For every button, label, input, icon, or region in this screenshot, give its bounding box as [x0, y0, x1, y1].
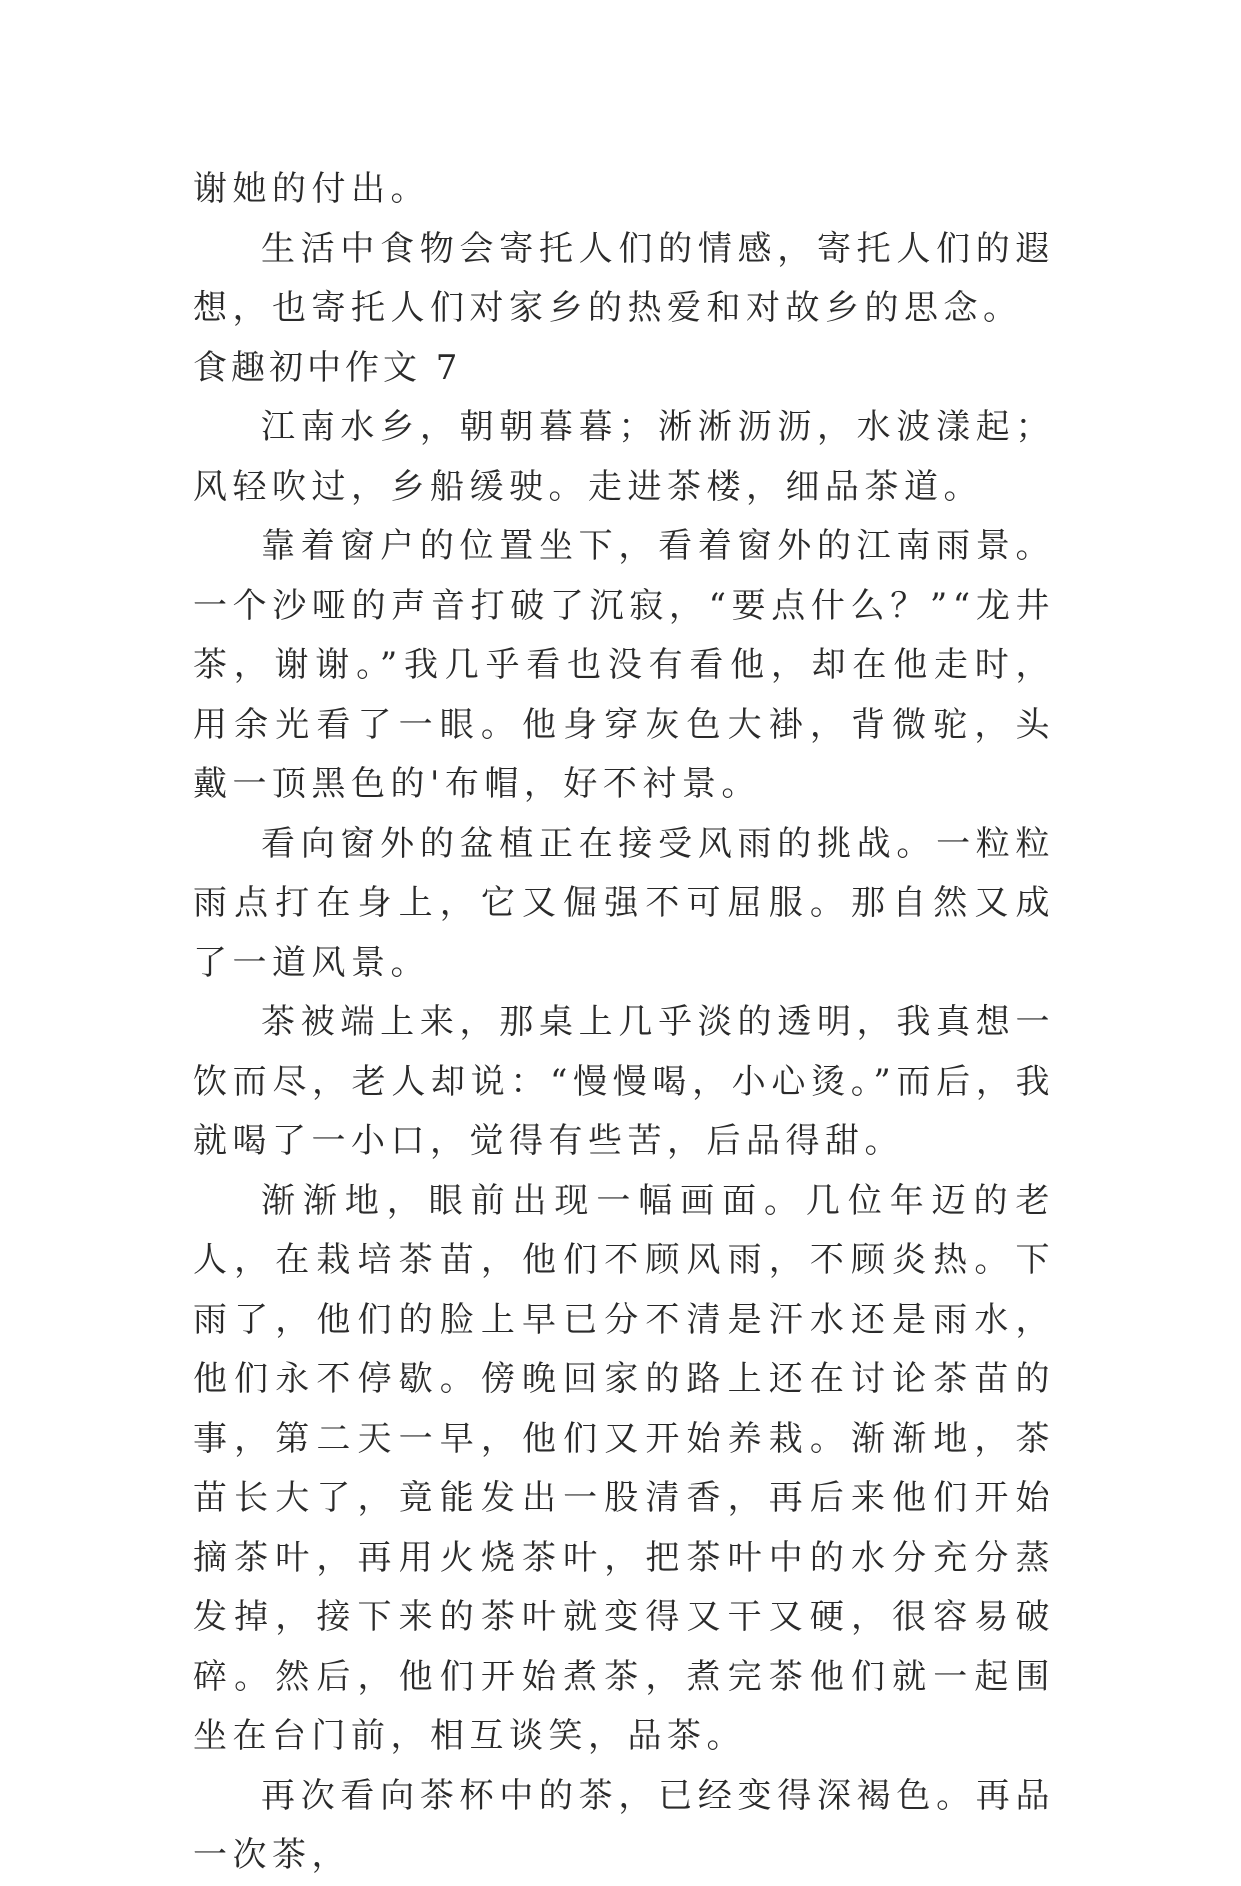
paragraph: 生活中食物会寄托人们的情感，寄托人们的遐想，也寄托人们对家乡的热爱和对故乡的思念。	[193, 228, 1055, 328]
paragraph: 靠着窗户的位置坐下，看着窗外的江南雨景。一个沙哑的声音打破了沉寂，“要点什么？”“龙井茶，谢谢。”我几乎看也没有看他，却在他走时，用余光看了一眼。他身穿灰色大褂，背微驼，头戴一顶黑色的'布帽，好不衬景。	[193, 526, 1055, 804]
document-body	[193, 160, 1055, 1886]
paragraph: 再次看向茶杯中的茶，已经变得深褐色。再品一次茶，	[193, 1775, 1055, 1875]
paragraph: 谢她的付出。	[193, 169, 430, 209]
paragraph: 渐渐地，眼前出现一幅画面。几位年迈的老人，在栽培茶苗，他们不顾风雨，不顾炎热。下雨了，他们的脸上早已分不清是汗水还是雨水，他们永不停歇。傍晚回家的路上还在讨论茶苗的事，第二天一早，他们又开始养栽。渐渐地，茶苗长大了，竟能发出一股清香，再后来他们开始摘茶叶，再用火烧茶叶，把茶叶中的水分充分蒸发掉，接下来的茶叶就变得又干又硬，很容易破碎。然后，他们开始煮茶，煮完茶他们就一起围坐在台门前，相互谈笑，品茶。	[193, 1180, 1055, 1756]
essay-title: 食趣初中作文 7	[193, 347, 462, 388]
paragraph: 江南水乡，朝朝暮暮；淅淅沥沥，水波漾起；风轻吹过，乡船缓驶。走进茶楼，细品茶道。	[193, 407, 1055, 507]
paragraph: 茶被端上来，那桌上几乎淡的透明，我真想一饮而尽，老人却说：“慢慢喝，小心烫。”而后，我就喝了一小口，觉得有些苦，后品得甜。	[193, 1002, 1055, 1161]
paragraph: 看向窗外的盆植正在接受风雨的挑战。一粒粒雨点打在身上，它又倔强不可屈服。那自然又成了一道风景。	[193, 823, 1055, 983]
